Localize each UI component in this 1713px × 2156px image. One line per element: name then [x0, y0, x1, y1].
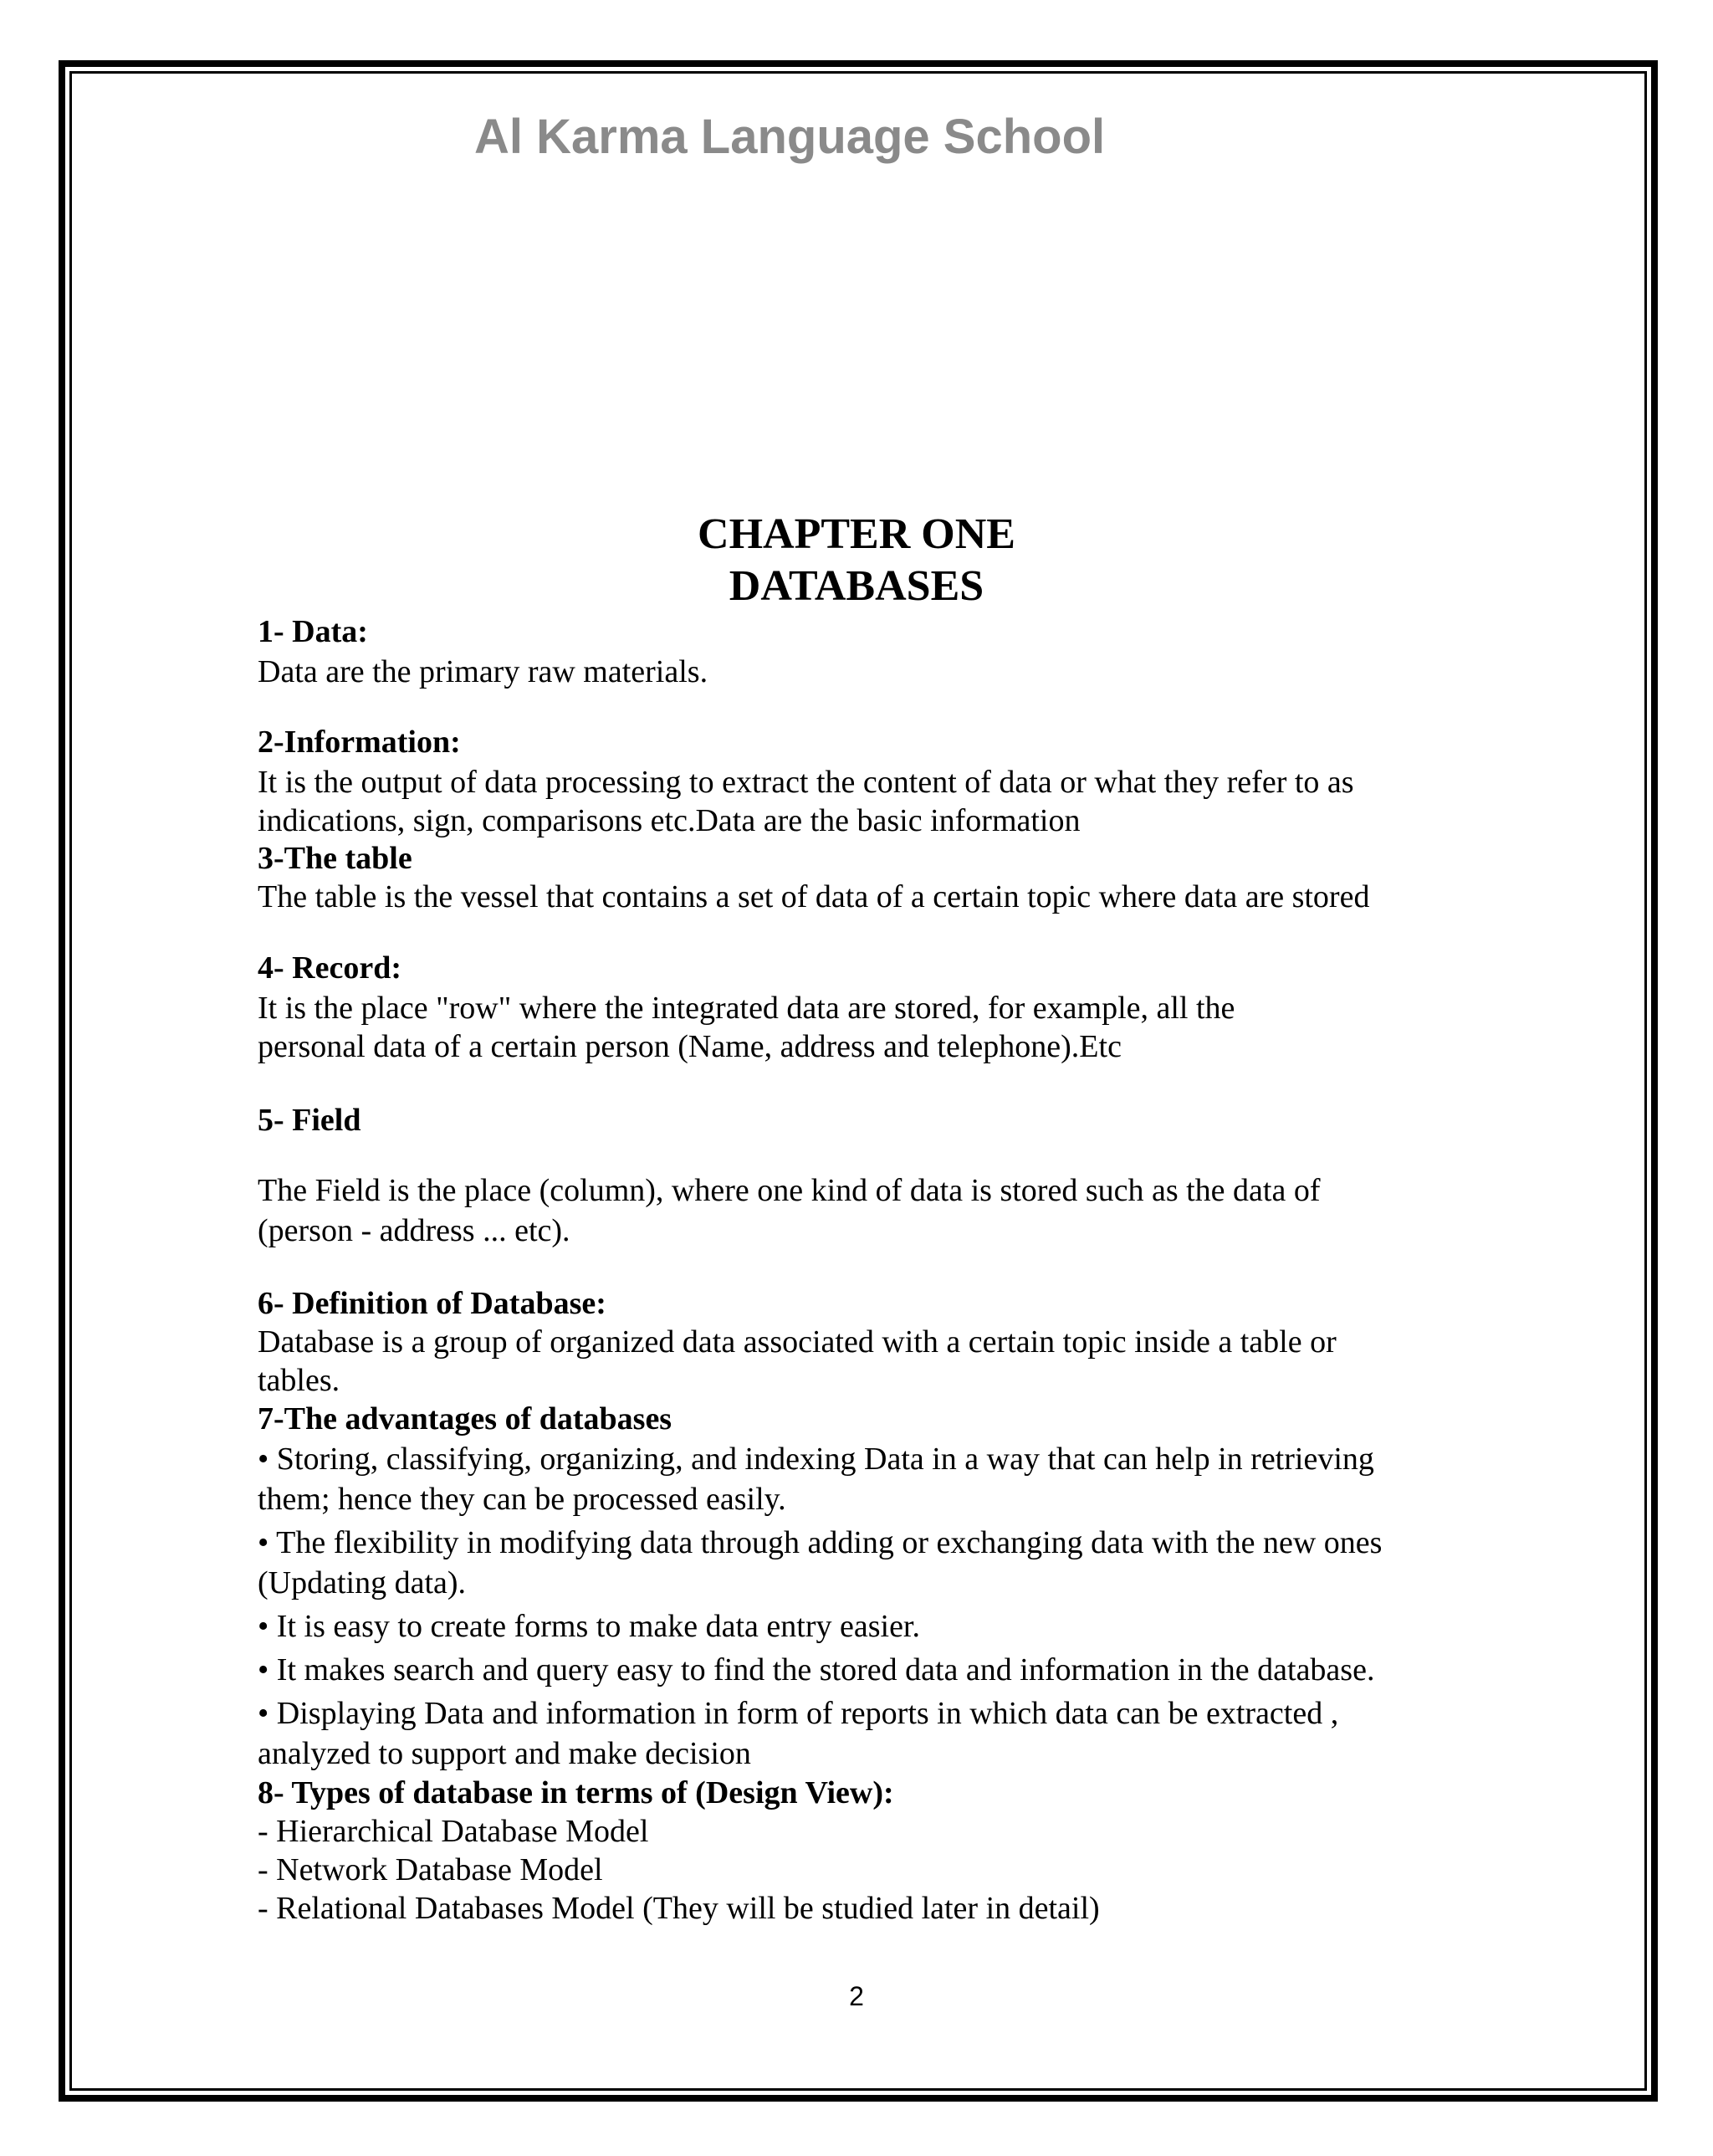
section-text-field-1: The Field is the place (column), where one kind of data is stored such as the data of	[258, 1173, 1321, 1208]
section-text-definition-2: tables.	[258, 1363, 340, 1398]
section-heading-field: 5- Field	[258, 1103, 361, 1138]
section-text-record-1: It is the place "row" where the integrated data are stored, for example, all the	[258, 991, 1235, 1026]
section-heading-table: 3-The table	[258, 841, 412, 876]
school-header: Al Karma Language School	[474, 110, 1106, 164]
section-text-definition-1: Database is a group of organized data associated with a certain topic inside a table or	[258, 1324, 1337, 1360]
section-heading-record: 4- Record:	[258, 950, 401, 986]
section-text-data: Data are the primary raw materials.	[258, 654, 708, 689]
advantage-bullet-5-line-1: • Displaying Data and information in form of reports in which data can be extracted ,	[258, 1696, 1339, 1731]
types-item-hierarchical: - Hierarchical Database Model	[258, 1814, 649, 1849]
section-text-table: The table is the vessel that contains a set of data of a certain topic where data are stored	[258, 879, 1370, 914]
chapter-title: CHAPTER ONE	[698, 510, 1015, 558]
page-number: 2	[849, 1981, 864, 2011]
advantage-bullet-1-line-1: • Storing, classifying, organizing, and indexing Data in a way that can help in retrieving	[258, 1442, 1374, 1477]
section-text-information-2: indications, sign, comparisons etc.Data are the basic information	[258, 803, 1081, 838]
section-heading-information: 2-Information:	[258, 725, 461, 760]
section-heading-advantages: 7-The advantages of databases	[258, 1401, 672, 1436]
section-heading-types: 8- Types of database in terms of (Design View):	[258, 1775, 894, 1810]
chapter-subtitle: DATABASES	[729, 562, 984, 610]
section-heading-definition: 6- Definition of Database:	[258, 1286, 606, 1321]
section-text-field-2: (person - address ... etc).	[258, 1213, 570, 1248]
types-item-relational: - Relational Databases Model (They will be studied later in detail)	[258, 1891, 1100, 1926]
types-item-network: - Network Database Model	[258, 1852, 603, 1887]
advantage-bullet-5-line-2: analyzed to support and make decision	[258, 1736, 751, 1771]
section-text-record-2: personal data of a certain person (Name, address and telephone).Etc	[258, 1029, 1122, 1064]
advantage-bullet-3: • It is easy to create forms to make data entry easier.	[258, 1609, 920, 1644]
advantage-bullet-2-line-2: (Updating data).	[258, 1565, 467, 1600]
section-heading-data: 1- Data:	[258, 614, 368, 649]
section-text-information-1: It is the output of data processing to extract the content of data or what they refer to as	[258, 765, 1354, 800]
advantage-bullet-2-line-1: • The flexibility in modifying data through adding or exchanging data with the new ones	[258, 1525, 1383, 1560]
advantage-bullet-1-line-2: them; hence they can be processed easily.	[258, 1482, 786, 1517]
advantage-bullet-4: • It makes search and query easy to find the stored data and information in the database.	[258, 1652, 1375, 1687]
